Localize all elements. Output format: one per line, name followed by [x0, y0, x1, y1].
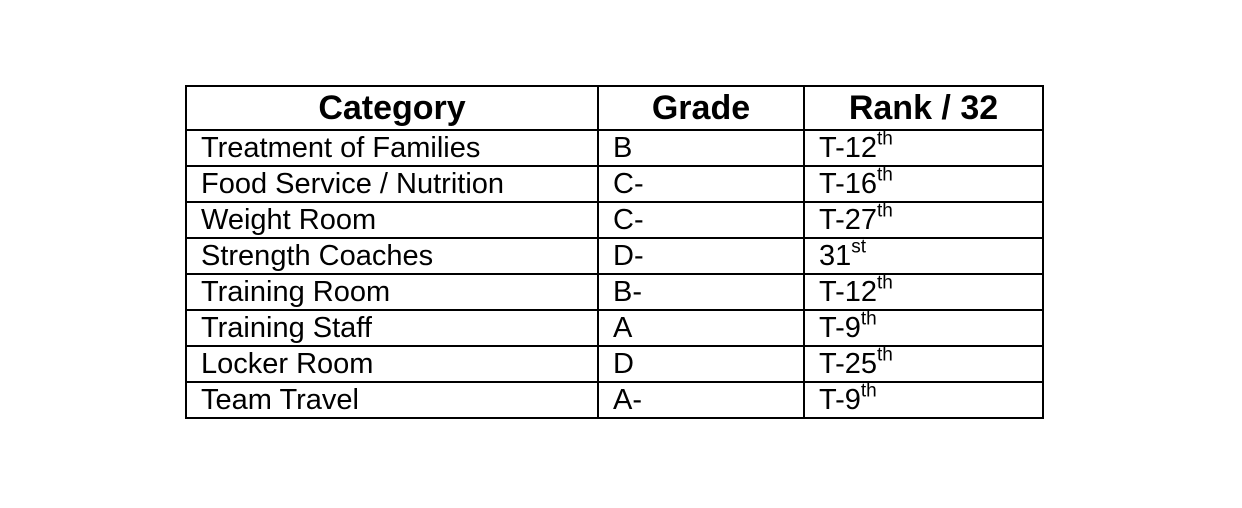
category-cell: Treatment of Families: [186, 130, 598, 166]
table-row: [186, 310, 1043, 346]
table-row: [186, 238, 1043, 274]
rank-suffix: th: [877, 166, 893, 186]
table-row: [186, 202, 1043, 238]
header-grade: Grade: [598, 86, 804, 130]
rank-value: T-12: [819, 132, 878, 164]
grade-cell: A: [598, 310, 804, 346]
table-row: [186, 382, 1043, 418]
rank-cell: [804, 130, 1043, 166]
rank-value: T-12: [819, 276, 878, 308]
header-rank: Rank / 32: [804, 86, 1043, 130]
category-cell: Training Room: [186, 274, 598, 310]
rank-value: T-16: [819, 168, 878, 200]
table-row: [186, 274, 1043, 310]
rank-cell: [804, 238, 1043, 274]
rank-cell: [804, 382, 1043, 418]
category-cell: Team Travel: [186, 382, 598, 418]
table-row: [186, 130, 1043, 166]
table-row: [186, 166, 1043, 202]
rank-value: T-9: [819, 384, 861, 416]
grades-table: [185, 85, 1044, 419]
rank-suffix: th: [877, 202, 893, 222]
rank-value: 31: [819, 240, 852, 272]
category-cell: Training Staff: [186, 310, 598, 346]
rank-cell: [804, 346, 1043, 382]
rank-cell: [804, 274, 1043, 310]
grade-cell: B: [598, 130, 804, 166]
rank-cell: [804, 166, 1043, 202]
category-cell: Weight Room: [186, 202, 598, 238]
rank-suffix: st: [851, 238, 867, 258]
table-row: [186, 346, 1043, 382]
rank-value: T-25: [819, 348, 878, 380]
rank-suffix: th: [877, 346, 893, 366]
rank-cell: [804, 310, 1043, 346]
rank-value: T-9: [819, 312, 861, 344]
rank-suffix: th: [877, 130, 893, 150]
header-category: Category: [186, 86, 598, 130]
category-cell: Locker Room: [186, 346, 598, 382]
grade-cell: A-: [598, 382, 804, 418]
grade-cell: C-: [598, 166, 804, 202]
table-header: [186, 86, 1043, 130]
grade-cell: D: [598, 346, 804, 382]
category-cell: Strength Coaches: [186, 238, 598, 274]
grade-cell: D-: [598, 238, 804, 274]
header-row: [186, 86, 1043, 130]
grade-cell: B-: [598, 274, 804, 310]
grade-cell: C-: [598, 202, 804, 238]
rank-value: T-27: [819, 204, 878, 236]
category-cell: Food Service / Nutrition: [186, 166, 598, 202]
rank-suffix: th: [860, 382, 877, 402]
rank-suffix: th: [877, 274, 893, 294]
rank-cell: [804, 202, 1043, 238]
table-body: [186, 130, 1043, 418]
rank-suffix: th: [860, 310, 877, 330]
